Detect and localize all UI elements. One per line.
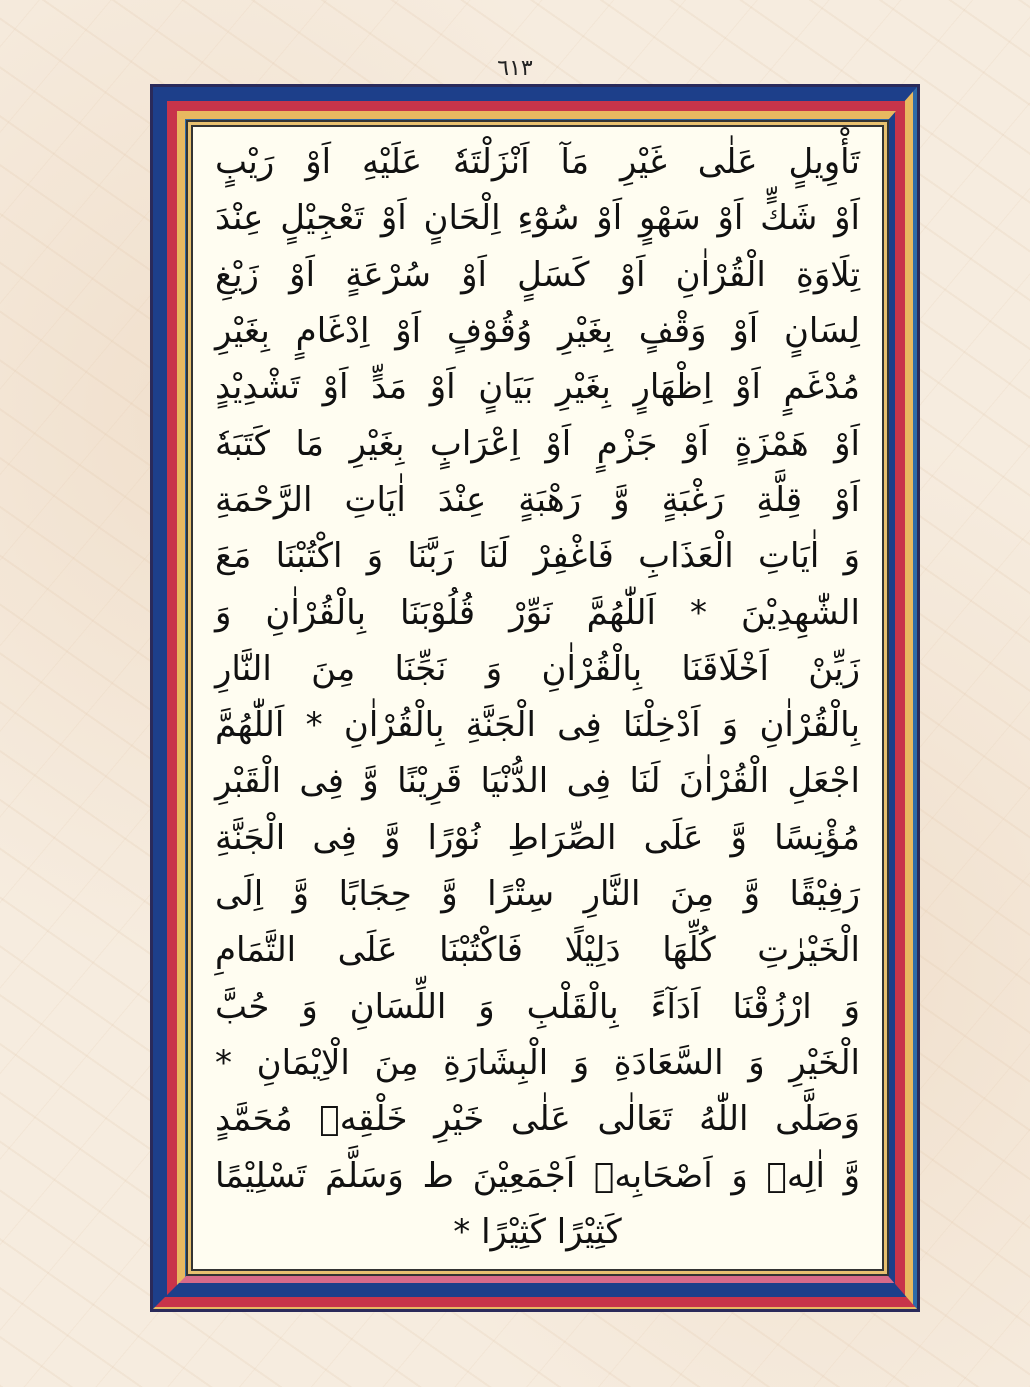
- text-line: اَوْ قِلَّةِ رَغْبَةٍ وَّ رَهْبَةٍ عِنْدَ اٰيَاتِ الرَّحْمَةِ: [215, 479, 860, 520]
- text-line: رَفِيْقًا وَّ مِنَ النَّارِ سِتْرًا وَّ حِجَابًا وَّ اِلَى: [215, 874, 860, 915]
- text-line: مُؤْنِسًا وَّ عَلَى الصِّرَاطِ نُوْرًا وَّ فِى الْجَنَّةِ: [215, 817, 860, 858]
- text-line: تَأْوِيلٍ عَلٰى غَيْرِ مَآ اَنْزَلْتَهٗ عَلَيْهِ اَوْ رَيْبٍ: [215, 142, 860, 182]
- text-line: وَصَلَّى اللّٰهُ تَعَالٰى عَلٰى خَيْرِ خَلْقِهٖ مُحَمَّدٍ: [215, 1099, 860, 1140]
- text-line: اَوْ هَمْزَةٍ اَوْ جَزْمٍ اَوْ اِعْرَابٍ بِغَيْرِ مَا كَتَبَهٗ: [215, 423, 860, 464]
- arabic-text-body: [215, 135, 860, 1259]
- text-line: مُدْغَمٍ اَوْ اِظْهَارٍ بِغَيْرِ بَيَانٍ اَوْ مَدٍّ اَوْ تَشْدِيْدٍ: [215, 367, 860, 408]
- text-line: الْخَيْرِ وَ السَّعَادَةِ وَ الْبِشَارَةِ مِنَ الْاِيْمَانِ *: [215, 1043, 860, 1083]
- text-line: تِلَاوَةِ الْقُرْاٰنِ اَوْ كَسَلٍ اَوْ سُرْعَةٍ اَوْ زَيْغِ: [215, 254, 860, 295]
- ornamental-border-frame: [150, 84, 920, 1312]
- text-line: الشّٰهِدِيْنَ * اَللّٰهُمَّ نَوِّرْ قُلُوْبَنَا بِالْقُرْاٰنِ وَ: [215, 592, 860, 633]
- text-line: اجْعَلِ الْقُرْاٰنَ لَنَا فِى الدُّنْيَا قَرِيْنًا وَّ فِى الْقَبْرِ: [215, 761, 860, 802]
- text-line: وَ اٰيَاتِ الْعَذَابِ فَاغْفِرْ لَنَا رَبَّنَا وَ اكْتُبْنَا مَعَ: [215, 536, 860, 577]
- text-line: اَوْ شَكٍّ اَوْ سَهْوٍ اَوْ سُوْٓءِ اِلْحَانٍ اَوْ تَعْجِيْلٍ عِنْدَ: [215, 198, 860, 239]
- text-line-final: كَثِيْرًا كَثِيْرًا *: [453, 1211, 622, 1252]
- text-line: لِسَانٍ اَوْ وَقْفٍ بِغَيْرِ وُقُوْفٍ اَوْ اِدْغَامٍ بِغَيْرِ: [215, 310, 860, 351]
- text-line: زَيِّنْ اَخْلَاقَنَا بِالْقُرْاٰنِ وَ نَجِّنَا مِنَ النَّارِ: [215, 648, 860, 689]
- text-line: وَ ارْزُقْنَا اَدَآءً بِالْقَلْبِ وَ اللِّسَانِ وَ حُبَّ: [215, 986, 860, 1027]
- text-line: الْخَيْرٰتِ كُلِّهَا دَلِيْلًا فَاكْتُبْنَا عَلَى التَّمَامِ: [215, 930, 860, 971]
- text-line: بِالْقُرْاٰنِ وَ اَدْخِلْنَا فِى الْجَنَّةِ بِالْقُرْاٰنِ * اَللّٰهُمَّ: [215, 705, 860, 746]
- page-number: ٦١٣: [497, 56, 533, 81]
- text-panel: [191, 125, 884, 1271]
- text-line: وَّ اٰلِهٖ وَ اَصْحَابِهٖ اَجْمَعِيْنَ ط وَسَلَّمَ تَسْلِيْمًا: [215, 1155, 860, 1196]
